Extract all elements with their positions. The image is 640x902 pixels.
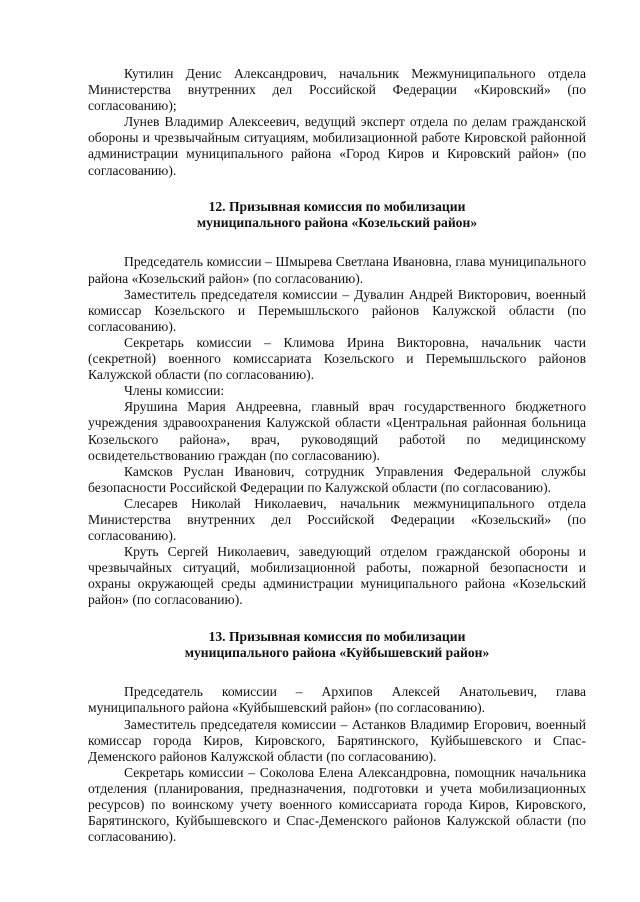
spacer [88,661,586,684]
section-13-title-line2: муниципального района «Куйбышевский район» [184,644,490,660]
paragraph-deputy-12: Заместитель председателя комиссии – Дувалин Андрей Викторович, военный комиссар Козельского и Перемышльского районов Калужской области (по согласованию). [88,286,586,334]
section-13-title-line1: 13. Призывная комиссия по мобилизации [208,628,466,644]
paragraph-chairman-12: Председатель комиссии – Шмырева Светлана Ивановна, глава муниципального района «Козельский район» (по согласованию). [88,254,586,286]
paragraph-member-slesarev: Слесарев Николай Николаевич, начальник межмуниципального отдела Министерства внутренних дел Российской Федерации «Козельский» (по согласованию). [88,495,586,544]
document-page [88,66,586,845]
paragraph-member-krut: Круть Сергей Николаевич, заведующий отделом гражданской обороны и чрезвычайных ситуаций, мобилизационной работы, пожарной безопасности и охраны окружающей среды администрации муниципального района «Козельский район» (по согласованию). [88,544,586,608]
section-13-heading [88,629,586,662]
section-12-title-line2: муниципального района «Козельский район» [196,215,478,231]
paragraph-kutilin: Кутилин Денис Александрович, начальник Межмуниципального отдела Министерства внутренних дел Российской Федерации «Кировский» (по согласованию); [88,66,586,114]
paragraph-member-yarushina: Ярушина Мария Андреевна, главный врач государственного бюджетного учреждения здравоохранения Калужской области «Центральная районная больница Козельского района», врач, руководящий работой по медицинскому освидетельствованию граждан (по согласованию). [88,399,586,463]
spacer [88,609,586,629]
spacer [88,179,586,199]
paragraph-chairman-13: Председатель комиссии – Архипов Алексей Анатольевич, глава муниципального района «Куйбышевский район» (по согласованию). [88,684,586,716]
paragraph-member-kamskov: Камсков Руслан Иванович, сотрудник Управления Федеральной службы безопасности Российской Федерации по Калужской области (по согласованию). [88,463,586,495]
paragraph-secretary-12: Секретарь комиссии – Климова Ирина Викторовна, начальник части (секретной) военного комиссариата Козельского и Перемышльского районов Калужской области (по согласованию). [88,334,586,383]
paragraph-lunev: Лунев Владимир Алексеевич, ведущий эксперт отдела по делам гражданской обороны и чрезвычайным ситуациям, мобилизационной работе Кировской районной администрации муниципального района «Город Киров и Кировский район» (по согласованию). [88,114,586,178]
paragraph-members-label-12: Члены комиссии: [124,383,225,399]
paragraph-deputy-13: Заместитель председателя комиссии – Астанков Владимир Егорович, военный комиссар города Киров, Кировского, Барятинского, Куйбышевского и Спас-Деменского районов Калужской области (по согласованию). [88,716,586,764]
section-12-title-line1: 12. Призывная комиссия по мобилизации [208,198,466,214]
spacer [88,231,586,254]
section-12-heading [88,199,586,232]
paragraph-secretary-13: Секретарь комиссии – Соколова Елена Александровна, помощник начальника отделения (планирования, предназначения, подготовки и учета мобилизационных ресурсов) по воинскому учету военного комиссариата города Киров, Кировского, Барятинского, Куйбышевского и Спас-Деменского районов Калужской области (по согласованию). [88,764,586,845]
